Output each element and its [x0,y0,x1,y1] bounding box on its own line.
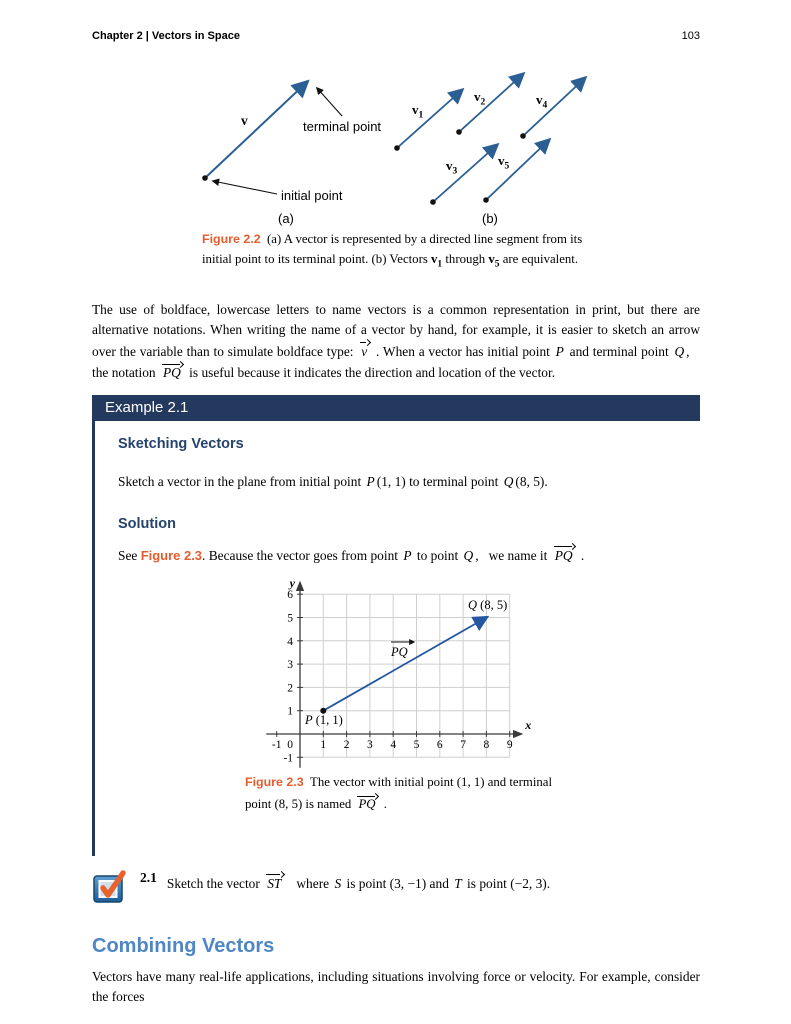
svg-text:7: 7 [460,739,466,752]
text-segment: . Because the vector goes from point [202,547,402,563]
initial-point-label: initial point [281,188,343,203]
text-segment: Sketch a vector in the plane from initial point [118,473,365,489]
checkpoint-icon [92,868,128,905]
vector-label: $v_1$ [412,102,424,121]
example-label: Example 2.1 [105,398,189,416]
text-segment: is useful because it indicates the direction and location of the vector. [185,365,556,381]
x-axis-label: x [525,718,532,733]
text-segment: is point (3, −1) and [343,875,453,891]
vector-label: $v_5$ [498,153,510,172]
vector-v-label: v [241,113,248,128]
figure-reference: Figure 2.2 [202,232,261,246]
text-segment: (8, 5). [515,473,548,489]
math-variable: Q [674,343,685,359]
text-segment: . [577,547,585,563]
vector-label: $v_2$ [474,89,486,108]
text-segment: . [380,797,387,812]
solution-heading: Solution [118,515,176,532]
part-b-label: (b) [482,211,498,226]
svg-text:3: 3 [367,739,373,752]
section-heading: Combining Vectors [92,934,275,957]
vector-notation: PQ [161,362,184,380]
text-segment: are equivalent. [499,251,579,266]
figure-2-3-graph [258,576,558,768]
svg-text:-1: -1 [271,739,282,752]
page-header [92,0,700,42]
math-variable: T [454,875,462,891]
example-title: Sketching Vectors [118,435,244,452]
math-variable: S [334,875,342,891]
y-axis-label: y [289,576,295,591]
bold-vector-name: $v_1$ [431,251,443,270]
text-segment: (a) A vector is represented by a directed line segment from its initial point to its terminal point. (b) Vectors [202,232,583,266]
text-segment: Sketch the vector [166,875,264,891]
example-problem [118,472,700,492]
intro-paragraph [92,300,700,384]
text-segment: where [286,875,333,891]
example-box [92,395,700,856]
part-a-label: (a) [278,211,294,226]
checkpoint-2-1 [92,868,700,905]
checkpoint-number: 2.1 [140,869,157,885]
vector-PQ-label: PQ [391,645,408,660]
math-variable: P [555,343,564,359]
svg-text:1: 1 [320,739,327,752]
svg-text:9: 9 [506,739,513,752]
terminal-point-label: terminal point [303,119,382,134]
figure-2-3-caption [245,772,557,816]
text-segment: is point (−2, 3). [463,875,551,891]
figure-reference: Figure 2.3 [140,547,203,563]
svg-text:5: 5 [287,612,293,625]
solution-text [118,545,700,566]
text-segment: The vector with initial point (1, 1) and terminal point (8, 5) is named [245,775,553,812]
vector-label: $v_4$ [536,92,548,111]
figure-2-2-caption [202,230,590,272]
checkpoint-text [167,873,667,895]
text-segment: See [118,547,141,563]
text-segment: , the notation [92,343,701,381]
svg-text:3: 3 [287,659,293,672]
initial-point-dot [202,175,208,181]
point-Q-label: Q (8, 5) [468,598,508,613]
math-variable: P [403,547,412,563]
figure-reference: Figure 2.3 [245,775,304,790]
closing-paragraph: Vectors have many real-life applications, including situations involving force or velocity. For example, consider the forces [92,968,700,1005]
svg-text:1: 1 [287,706,293,719]
text-segment: , we name it [475,547,551,563]
svg-text:0: 0 [287,739,293,752]
svg-text:4: 4 [390,739,397,752]
text-segment: The use of boldface, lowercase letters to name vectors is a common representation in print, but there are alternative notations. When writing the name of a vector by hand, for example, it is easier to sketch an arrow over the variable than to simulate boldface type: [92,302,700,359]
bold-vector-name: $v_5$ [488,251,500,270]
text-segment: through [442,251,489,266]
point-P-label: P (1, 1) [305,713,343,728]
vector-notation: ST [265,873,284,891]
vector-notation: PQ [553,545,576,563]
text-segment: . When a vector has initial point [372,343,554,359]
svg-text:8: 8 [483,739,490,752]
svg-text:5: 5 [413,739,420,752]
math-variable: Q [503,473,514,489]
vector-notation: PQ [356,794,378,811]
example-body [92,421,700,856]
svg-text:6: 6 [436,739,443,752]
chapter-title: Chapter 2 | Vectors in Space [92,30,240,42]
math-variable: Q [463,547,474,563]
text-segment: to point [413,547,462,563]
svg-text:2: 2 [343,739,350,752]
page-number: 103 [681,30,700,42]
svg-text:-1: -1 [283,752,293,765]
vector-notation: v [359,341,370,359]
svg-text:2: 2 [287,682,293,695]
svg-text:4: 4 [287,636,293,649]
text-segment: and terminal point [565,343,673,359]
example-header-bar [92,395,700,421]
svg-text:6: 6 [287,589,293,602]
math-variable: P [366,473,375,489]
text-segment: (1, 1) to terminal point [376,473,502,489]
figure-2-2-vector-diagram [185,68,605,228]
vector-label: $v_3$ [446,158,458,177]
